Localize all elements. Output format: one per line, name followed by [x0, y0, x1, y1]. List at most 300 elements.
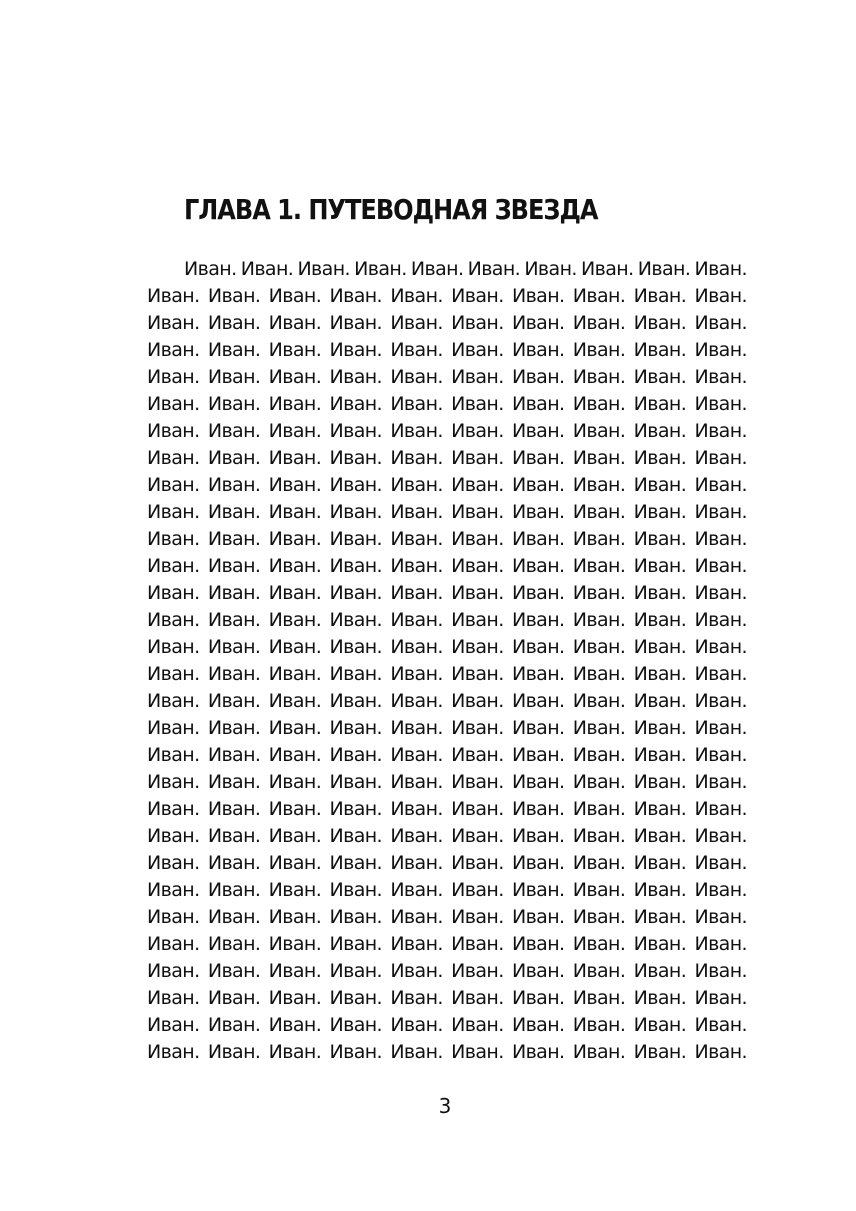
word: Иван.: [297, 258, 350, 280]
word: Иван.: [390, 474, 443, 496]
word: Иван.: [451, 825, 504, 847]
text-line: [147, 796, 747, 823]
word: Иван.: [147, 744, 200, 766]
word: Иван.: [572, 312, 626, 334]
word: Иван.: [147, 393, 200, 415]
text-line: [147, 742, 747, 769]
word: Иван.: [694, 258, 747, 280]
word: Иван.: [268, 744, 322, 766]
word: Иван.: [147, 771, 200, 793]
word: Иван.: [572, 771, 626, 793]
word: Иван.: [451, 690, 504, 712]
word: Иван.: [147, 663, 200, 685]
word: Иван.: [390, 771, 443, 793]
word: Иван.: [572, 852, 626, 874]
text-line: [147, 391, 747, 418]
word: Иван.: [329, 366, 383, 388]
word: Иван.: [390, 744, 443, 766]
word: Иван.: [268, 339, 322, 361]
word: Иван.: [390, 663, 443, 685]
word: Иван.: [390, 447, 443, 469]
word: Иван.: [633, 528, 687, 550]
word: Иван.: [207, 582, 261, 604]
word: Иван.: [511, 339, 565, 361]
word: Иван.: [633, 906, 687, 928]
word: Иван.: [511, 1041, 565, 1063]
word: Иван.: [572, 933, 626, 955]
word: Иван.: [207, 663, 261, 685]
word: Иван.: [147, 852, 200, 874]
word: Иван.: [329, 744, 383, 766]
word: Иван.: [268, 933, 322, 955]
word: Иван.: [633, 798, 687, 820]
word: Иван.: [390, 1041, 443, 1063]
word: Иван.: [147, 987, 200, 1009]
word: Иван.: [329, 987, 383, 1009]
word: Иван.: [511, 852, 565, 874]
word: Иван.: [329, 528, 383, 550]
word: Иван.: [147, 1014, 200, 1036]
word: Иван.: [572, 393, 626, 415]
word: Иван.: [329, 555, 383, 577]
word: Иван.: [207, 555, 261, 577]
word: Иван.: [268, 771, 322, 793]
word: Иван.: [633, 1014, 687, 1036]
word: Иван.: [207, 744, 261, 766]
word: Иван.: [147, 366, 200, 388]
word: Иван.: [633, 312, 687, 334]
word: Иван.: [511, 285, 565, 307]
word: Иван.: [390, 420, 443, 442]
text-line: [147, 688, 747, 715]
word: Иван.: [147, 798, 200, 820]
word: Иван.: [572, 1014, 626, 1036]
word: Иван.: [147, 1041, 200, 1063]
word: Иван.: [451, 987, 504, 1009]
word: Иван.: [694, 1014, 747, 1036]
word: Иван.: [451, 285, 504, 307]
word: Иван.: [633, 555, 687, 577]
word: Иван.: [390, 906, 443, 928]
word: Иван.: [633, 879, 687, 901]
word: Иван.: [329, 798, 383, 820]
word: Иван.: [633, 663, 687, 685]
word: Иван.: [572, 960, 626, 982]
word: Иван.: [390, 1014, 443, 1036]
word: Иван.: [572, 447, 626, 469]
word: Иван.: [329, 879, 383, 901]
word: Иван.: [451, 798, 504, 820]
word: Иван.: [572, 717, 626, 739]
word: Иван.: [572, 636, 626, 658]
word: Иван.: [694, 555, 747, 577]
word: Иван.: [329, 771, 383, 793]
word: Иван.: [633, 609, 687, 631]
word: Иван.: [572, 987, 626, 1009]
text-line: [147, 337, 747, 364]
word: Иван.: [329, 393, 383, 415]
text-line: [147, 823, 747, 850]
word: Иван.: [633, 690, 687, 712]
word: Иван.: [633, 933, 687, 955]
word: Иван.: [694, 852, 747, 874]
word: Иван.: [572, 798, 626, 820]
word: Иван.: [694, 636, 747, 658]
word: Иван.: [268, 906, 322, 928]
word: Иван.: [694, 528, 747, 550]
word: Иван.: [207, 285, 261, 307]
word: Иван.: [694, 1041, 747, 1063]
word: Иван.: [511, 933, 565, 955]
word: Иван.: [633, 285, 687, 307]
word: Иван.: [511, 420, 565, 442]
word: Иван.: [147, 717, 200, 739]
word: Иван.: [147, 609, 200, 631]
word: Иван.: [451, 420, 504, 442]
word: Иван.: [390, 393, 443, 415]
text-line: [147, 256, 747, 283]
word: Иван.: [240, 258, 294, 280]
text-line: [147, 310, 747, 337]
word: Иван.: [268, 636, 322, 658]
word: Иван.: [511, 825, 565, 847]
word: Иван.: [451, 312, 504, 334]
word: Иван.: [633, 771, 687, 793]
text-line: [147, 1039, 747, 1066]
word: Иван.: [451, 609, 504, 631]
word: Иван.: [329, 690, 383, 712]
word: Иван.: [329, 501, 383, 523]
text-line: [147, 850, 747, 877]
word: Иван.: [572, 285, 626, 307]
word: Иван.: [572, 609, 626, 631]
word: Иван.: [268, 285, 322, 307]
word: Иван.: [694, 798, 747, 820]
word: Иван.: [329, 852, 383, 874]
word: Иван.: [694, 825, 747, 847]
word: Иван.: [451, 1014, 504, 1036]
word: Иван.: [633, 987, 687, 1009]
word: Иван.: [329, 636, 383, 658]
word: Иван.: [572, 420, 626, 442]
text-line: [147, 607, 747, 634]
word: Иван.: [207, 933, 261, 955]
word: Иван.: [147, 555, 200, 577]
word: Иван.: [694, 744, 747, 766]
word: Иван.: [451, 366, 504, 388]
word: Иван.: [147, 339, 200, 361]
word: Иван.: [147, 285, 200, 307]
word: Иван.: [268, 852, 322, 874]
word: Иван.: [572, 906, 626, 928]
text-line: [147, 445, 747, 472]
word: Иван.: [572, 528, 626, 550]
word: Иван.: [451, 636, 504, 658]
word: Иван.: [390, 987, 443, 1009]
word: Иван.: [524, 258, 577, 280]
word: Иван.: [268, 474, 322, 496]
text-line: [147, 418, 747, 445]
word: Иван.: [633, 636, 687, 658]
word: Иван.: [511, 393, 565, 415]
word: Иван.: [268, 609, 322, 631]
word: Иван.: [207, 393, 261, 415]
word: Иван.: [572, 663, 626, 685]
word: Иван.: [147, 447, 200, 469]
word: Иван.: [268, 987, 322, 1009]
text-line: [147, 553, 747, 580]
word: Иван.: [694, 717, 747, 739]
word: Иван.: [694, 447, 747, 469]
word: Иван.: [694, 987, 747, 1009]
word: Иван.: [147, 582, 200, 604]
word: Иван.: [511, 1014, 565, 1036]
word: Иван.: [147, 528, 200, 550]
word: Иван.: [390, 555, 443, 577]
word: Иван.: [147, 690, 200, 712]
word: Иван.: [694, 879, 747, 901]
word: Иван.: [572, 366, 626, 388]
word: Иван.: [268, 717, 322, 739]
word: Иван.: [207, 420, 261, 442]
word: Иван.: [451, 447, 504, 469]
word: Иван.: [581, 258, 634, 280]
word: Иван.: [572, 879, 626, 901]
word: Иван.: [207, 636, 261, 658]
word: Иван.: [637, 258, 691, 280]
word: Иван.: [694, 771, 747, 793]
word: Иван.: [633, 474, 687, 496]
text-line: [147, 634, 747, 661]
text-line: [147, 985, 747, 1012]
word: Иван.: [268, 1041, 322, 1063]
word: Иван.: [268, 447, 322, 469]
word: Иван.: [207, 528, 261, 550]
word: Иван.: [268, 501, 322, 523]
word: Иван.: [329, 582, 383, 604]
word: Иван.: [390, 933, 443, 955]
word: Иван.: [694, 312, 747, 334]
word: Иван.: [329, 933, 383, 955]
text-line: [147, 499, 747, 526]
text-line: [147, 580, 747, 607]
word: Иван.: [511, 501, 565, 523]
word: Иван.: [329, 1014, 383, 1036]
word: Иван.: [268, 312, 322, 334]
word: Иван.: [694, 393, 747, 415]
word: Иван.: [329, 285, 383, 307]
word: Иван.: [451, 393, 504, 415]
text-line: [147, 715, 747, 742]
word: Иван.: [511, 474, 565, 496]
word: Иван.: [511, 717, 565, 739]
word: Иван.: [147, 474, 200, 496]
word: Иван.: [329, 474, 383, 496]
word: Иван.: [451, 1041, 504, 1063]
text-line: [147, 958, 747, 985]
word: Иван.: [633, 744, 687, 766]
word: Иван.: [268, 663, 322, 685]
word: Иван.: [268, 555, 322, 577]
word: Иван.: [511, 798, 565, 820]
word: Иван.: [451, 474, 504, 496]
word: Иван.: [633, 582, 687, 604]
word: Иван.: [451, 663, 504, 685]
word: Иван.: [633, 825, 687, 847]
word: Иван.: [207, 798, 261, 820]
page-number: 3: [438, 1094, 452, 1118]
word: Иван.: [329, 609, 383, 631]
word: Иван.: [451, 339, 504, 361]
word: Иван.: [390, 609, 443, 631]
word: Иван.: [207, 366, 261, 388]
word: Иван.: [390, 798, 443, 820]
word: Иван.: [390, 528, 443, 550]
word: Иван.: [511, 987, 565, 1009]
word: Иван.: [147, 501, 200, 523]
text-line: [147, 904, 747, 931]
word: Иван.: [511, 555, 565, 577]
word: Иван.: [354, 258, 407, 280]
word: Иван.: [694, 906, 747, 928]
word: Иван.: [572, 339, 626, 361]
word: Иван.: [511, 960, 565, 982]
word: Иван.: [268, 879, 322, 901]
word: Иван.: [633, 852, 687, 874]
word: Иван.: [572, 582, 626, 604]
word: Иван.: [511, 636, 565, 658]
word: Иван.: [451, 744, 504, 766]
word: Иван.: [207, 501, 261, 523]
word: Иван.: [207, 960, 261, 982]
word: Иван.: [451, 582, 504, 604]
word: Иван.: [451, 906, 504, 928]
word: Иван.: [268, 582, 322, 604]
word: Иван.: [147, 906, 200, 928]
word: Иван.: [268, 1014, 322, 1036]
word: Иван.: [633, 366, 687, 388]
word: Иван.: [633, 420, 687, 442]
word: Иван.: [390, 879, 443, 901]
word: Иван.: [451, 960, 504, 982]
word: Иван.: [268, 798, 322, 820]
word: Иван.: [633, 339, 687, 361]
word: Иван.: [694, 501, 747, 523]
word: Иван.: [207, 339, 261, 361]
word: Иван.: [633, 393, 687, 415]
word: Иван.: [207, 1014, 261, 1036]
word: Иван.: [511, 879, 565, 901]
word: Иван.: [572, 744, 626, 766]
text-line: [147, 661, 747, 688]
word: Иван.: [329, 906, 383, 928]
text-line: [147, 364, 747, 391]
word: Иван.: [511, 771, 565, 793]
word: Иван.: [207, 690, 261, 712]
word: Иван.: [694, 285, 747, 307]
word: Иван.: [511, 663, 565, 685]
word: Иван.: [633, 501, 687, 523]
word: Иван.: [390, 582, 443, 604]
word: Иван.: [329, 312, 383, 334]
word: Иван.: [390, 312, 443, 334]
word: Иван.: [268, 393, 322, 415]
word: Иван.: [329, 825, 383, 847]
word: Иван.: [511, 690, 565, 712]
word: Иван.: [511, 906, 565, 928]
word: Иван.: [572, 474, 626, 496]
word: Иван.: [329, 1041, 383, 1063]
word: Иван.: [572, 501, 626, 523]
text-line: [147, 931, 747, 958]
word: Иван.: [207, 987, 261, 1009]
text-line: [147, 283, 747, 310]
word: Иван.: [268, 690, 322, 712]
word: Иван.: [147, 825, 200, 847]
word: Иван.: [451, 852, 504, 874]
word: Иван.: [694, 582, 747, 604]
word: Иван.: [451, 933, 504, 955]
word: Иван.: [633, 960, 687, 982]
word: Иван.: [390, 690, 443, 712]
word: Иван.: [329, 420, 383, 442]
word: Иван.: [633, 1041, 687, 1063]
word: Иван.: [633, 447, 687, 469]
word: Иван.: [694, 609, 747, 631]
word: Иван.: [511, 366, 565, 388]
word: Иван.: [329, 960, 383, 982]
word: Иван.: [268, 528, 322, 550]
word: Иван.: [390, 960, 443, 982]
word: Иван.: [268, 825, 322, 847]
body-text: [147, 256, 747, 1066]
word: Иван.: [511, 744, 565, 766]
word: Иван.: [572, 690, 626, 712]
word: Иван.: [268, 366, 322, 388]
word: Иван.: [390, 339, 443, 361]
word: Иван.: [147, 933, 200, 955]
text-line: [147, 526, 747, 553]
word: Иван.: [207, 312, 261, 334]
text-line: [147, 769, 747, 796]
word: Иван.: [390, 717, 443, 739]
word: Иван.: [451, 717, 504, 739]
word: Иван.: [694, 339, 747, 361]
word: Иван.: [410, 258, 464, 280]
word: Иван.: [694, 960, 747, 982]
word: Иван.: [572, 1041, 626, 1063]
text-line: [147, 1012, 747, 1039]
word: Иван.: [207, 906, 261, 928]
word: Иван.: [268, 960, 322, 982]
word: Иван.: [147, 420, 200, 442]
word: Иван.: [451, 771, 504, 793]
word: Иван.: [207, 1041, 261, 1063]
word: Иван.: [451, 501, 504, 523]
word: Иван.: [147, 879, 200, 901]
word: Иван.: [694, 474, 747, 496]
word: Иван.: [147, 960, 200, 982]
word: Иван.: [451, 879, 504, 901]
word: Иван.: [207, 771, 261, 793]
text-line: [147, 877, 747, 904]
word: Иван.: [147, 312, 200, 334]
word: Иван.: [511, 582, 565, 604]
chapter-title: ГЛАВА 1. ПУТЕВОДНАЯ ЗВЕЗДА: [184, 193, 598, 226]
word: Иван.: [511, 447, 565, 469]
word: Иван.: [467, 258, 521, 280]
word: Иван.: [694, 690, 747, 712]
